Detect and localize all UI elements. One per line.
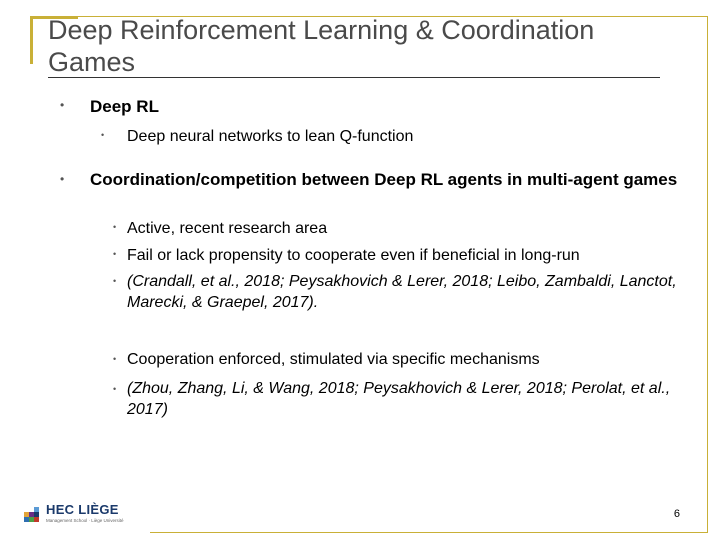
hec-liege-logo	[22, 500, 142, 530]
sub-bullet-q-function: Deep neural networks to lean Q-function	[127, 128, 414, 145]
bullet-deep-rl: Deep RL	[90, 97, 159, 116]
bullet-coordination: Coordination/competition between Deep RL agents in multi-agent games	[90, 170, 678, 189]
bullet-icon: •	[113, 222, 117, 232]
frame-right-line	[707, 16, 708, 533]
logo-subtext: Management School · Liège Université	[46, 518, 124, 523]
slide-title: Deep Reinforcement Learning & Coordination Games	[48, 15, 595, 77]
sub-bullet-citation-2: (Zhou, Zhang, Li, & Wang, 2018; Peysakhovich & Lerer, 2018; Perolat, et al., 2017)	[127, 380, 671, 418]
frame-bottom-line	[150, 532, 708, 533]
bullet-icon: •	[113, 384, 117, 394]
sub-bullet-citation-1: (Crandall, et al., 2018; Peysakhovich & Lerer, 2018; Leibo, Zambaldi, Lanctot, Marecki, & Graepel, 2017).	[127, 273, 677, 311]
sub-bullet-cooperation-enforced: Cooperation enforced, stimulated via specific mechanisms	[127, 351, 540, 368]
frame-corner-vertical	[30, 16, 33, 64]
sub-bullet-fail-cooperate: Fail or lack propensity to cooperate even if beneficial in long-run	[127, 247, 580, 264]
title-underline	[48, 77, 660, 78]
bullet-icon: •	[101, 130, 105, 140]
bullet-icon: •	[113, 276, 117, 286]
bullet-icon: •	[113, 354, 117, 364]
page-number: 6	[673, 508, 680, 520]
logo-text: HEC LIÈGE	[46, 502, 119, 517]
bullet-icon: •	[60, 98, 65, 112]
bullet-icon: •	[60, 172, 65, 186]
bullet-icon: •	[113, 249, 117, 259]
sub-bullet-active-research: Active, recent research area	[127, 220, 328, 237]
